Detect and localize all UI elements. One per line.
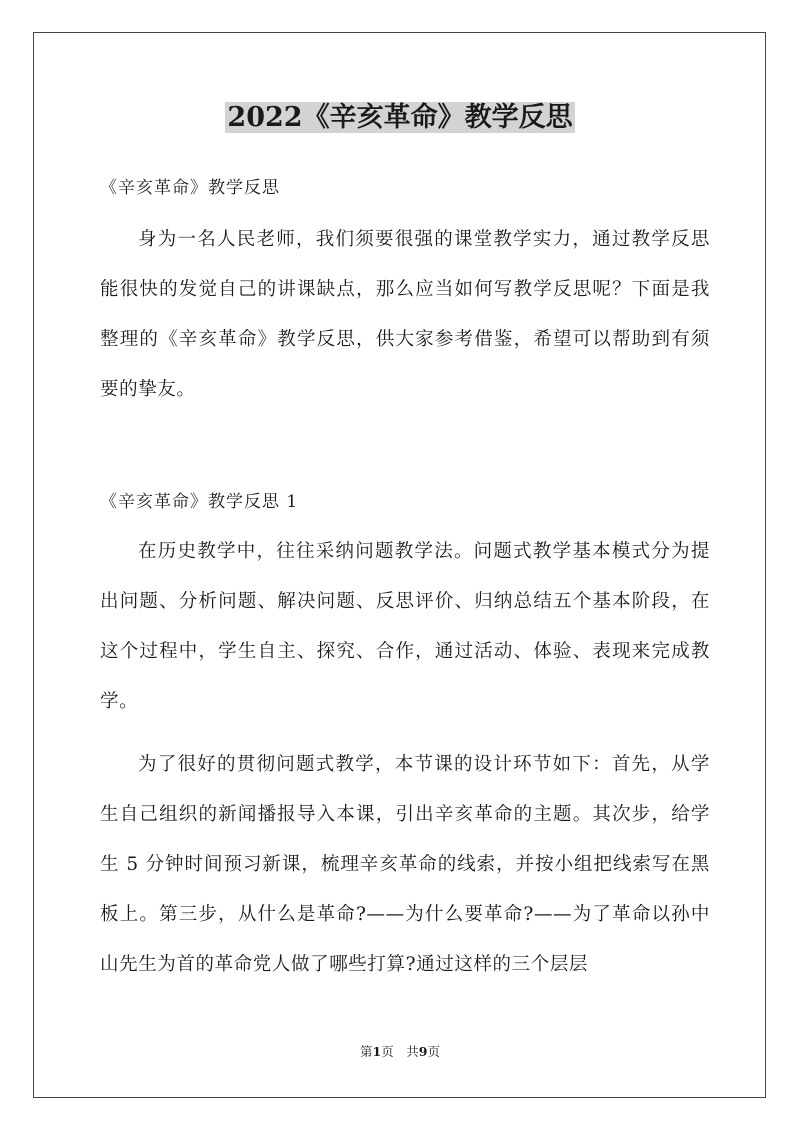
body-paragraph-2: 为了很好的贯彻问题式教学，本节课的设计环节如下：首先，从学生自己组织的新闻播报导入本课，引出辛亥革命的主题。其次步，给学生 5 分钟时间预习新课，梳理辛亥革命的线索，并按小组把线索写在黑板上。第三步，从什么是革命?——为什么要革命?——为了革命以孙中山先生为首的革命党人做了哪些打算?通过这样的三个层层 xyxy=(100,754,710,975)
footer-page-number: 1 xyxy=(372,1044,382,1059)
document-title-text: 2022《辛亥革命》教学反思 xyxy=(227,102,573,133)
body-paragraph-1: 在历史教学中，往往采纳问题教学法。问题式教学基本模式分为提出问题、分析问题、解决问题、反思评价、归纳总结五个基本阶段，在这个过程中，学生自主、探究、合作，通过活动、体验、表现来完成教学。 xyxy=(100,541,710,712)
document-title xyxy=(0,96,800,140)
section-heading: 《辛亥革命》教学反思 1 xyxy=(100,492,299,512)
intro-heading: 《辛亥革命》教学反思 xyxy=(100,178,280,198)
footer-prefix: 第 xyxy=(360,1044,373,1059)
footer-middle: 页 共 xyxy=(381,1044,419,1059)
footer-suffix: 页 xyxy=(427,1044,440,1059)
page-footer xyxy=(0,1043,800,1061)
intro-paragraph: 身为一名人民老师，我们须要很强的课堂教学实力，通过教学反思能很快的发觉自己的讲课缺点，那么应当如何写教学反思呢？下面是我整理的《辛亥革命》教学反思，供大家参考借鉴，希望可以帮助到有须要的挚友。 xyxy=(100,229,710,400)
footer-page-total: 9 xyxy=(418,1044,428,1059)
